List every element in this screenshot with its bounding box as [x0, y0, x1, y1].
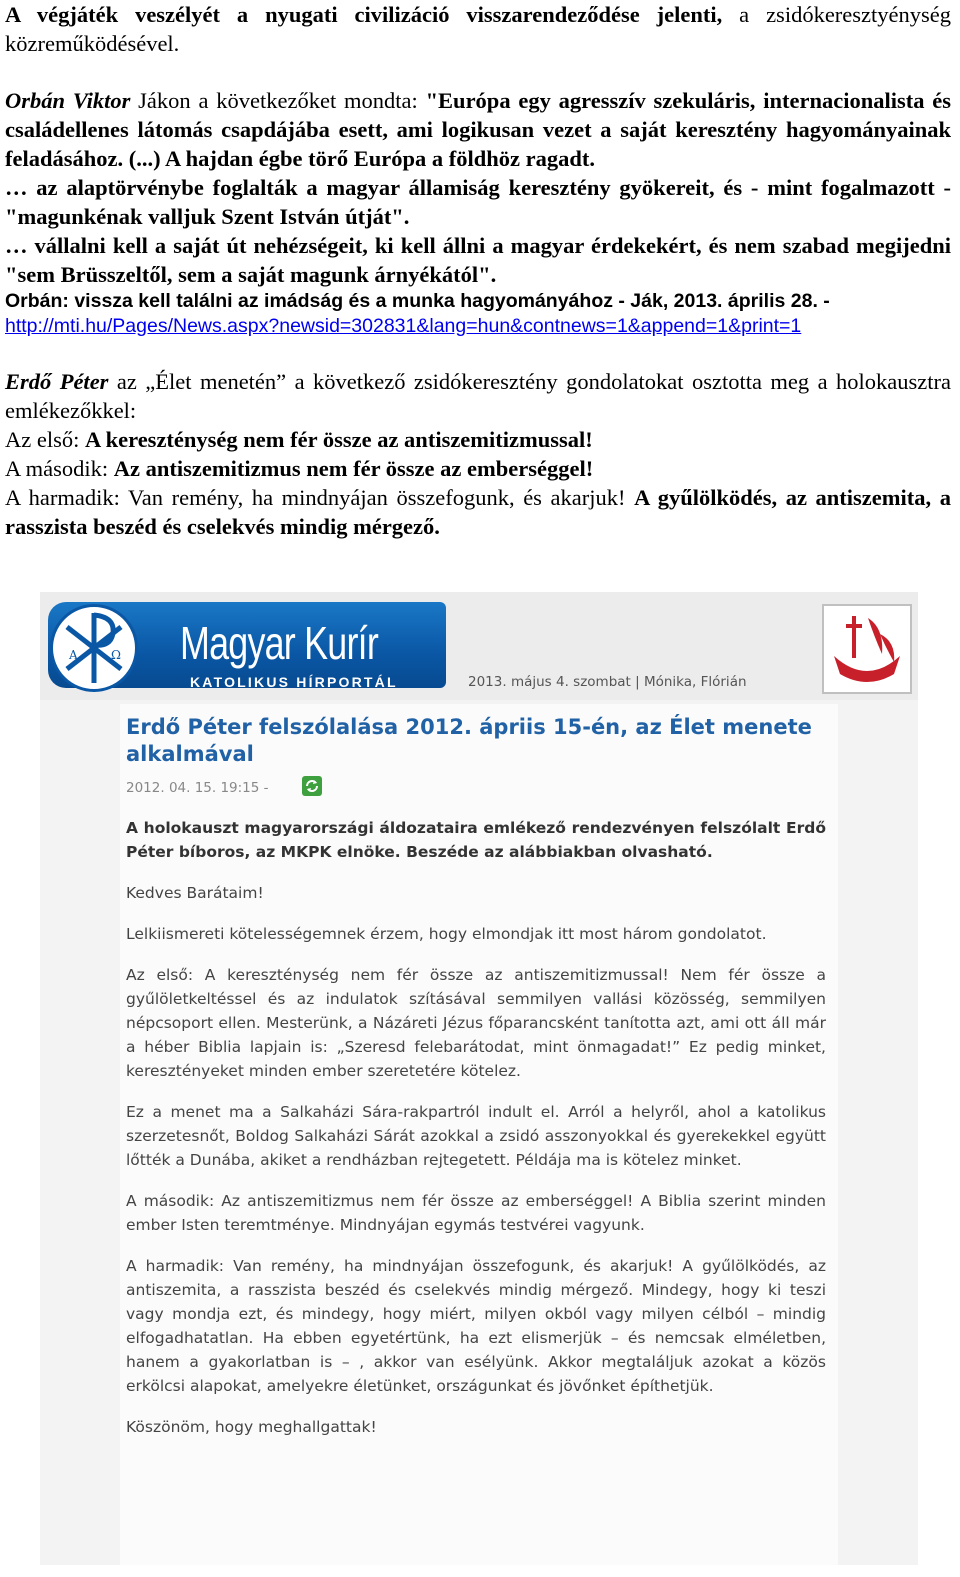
source-link[interactable]: http://mti.hu/Pages/News.aspx?newsid=302831&lang=hun&contnews=1&append=1&print=1 [5, 315, 802, 337]
orban-name: Orbán Viktor [5, 88, 131, 113]
orban-quote-2: … az alaptörvénybe foglalták a magyar államiság keresztény gyökereit, és - mint fogalmazott - "magunkénak valljuk Szent István útját". [5, 175, 951, 229]
article-paragraph: A második: Az antiszemitizmus nem fér össze az emberséggel! A Biblia szerint minden ember Isten teremtménye. Mindnyájan egymás testvérei vagyunk. [126, 1192, 826, 1234]
erdo-third-label: A harmadik: Van remény, ha mindnyájan összefogunk, és akarjuk! [5, 485, 635, 510]
erdo-first-label: Az első: [5, 427, 85, 452]
article [120, 704, 838, 1565]
intro-rest: a zsidókeresztyénység közreműködésével. [5, 2, 952, 56]
article-date: 2012. 04. 15. 19:15 - [126, 780, 269, 796]
erdo-second-text: Az antiszemitizmus nem fér össze az emberséggel! [113, 456, 594, 481]
svg-text:A: A [69, 648, 78, 662]
article-lead: A holokauszt magyarországi áldozataira emlékező rendezvényen felszólalt Erdő Péter bíboros, az MKPK elnöke. Beszéde az alábbiakban olvasható. [126, 819, 826, 861]
article-title[interactable]: Erdő Péter felszólalása 2012. ápriis 15-én, az Élet menete alkalmával [126, 715, 812, 766]
share-icon[interactable] [302, 776, 322, 796]
site-tagline: KATOLIKUS HÍRPORTÁL [190, 674, 398, 690]
orban-quote-1: "Európa egy agresszív szekuláris, internacionalista és családellenes látomás csapdájába esett, ami logikusan vezet a saját keresztény hagyományainak feladásához. (...) A hajdan égbe törő Európa a földhöz ragadt. [5, 88, 952, 171]
orban-quote-3: … vállalni kell a saját út nehézségeit, ki kell állni a magyar érdekekért, és nem szabad megijedni "sem Brüsszeltől, sem a saját magunk árnyékától". [5, 233, 951, 287]
intro-bold: A végjáték veszélyét a nyugati civilizáció visszarendeződése jelenti, [5, 2, 723, 27]
erdo-second [5, 454, 951, 483]
intro-paragraph [5, 0, 951, 58]
erdo-lead: az „Élet menetén” a következő zsidókeresztény gondolatokat osztotta meg a holokausztra emlékezőkkel: [5, 369, 951, 423]
article-paragraph: A harmadik: Van remény, ha mindnyájan összefogunk, és akarjuk! A gyűlölködés, az antiszemita, a rasszista beszéd és cselekvés mindig mérgező. Mindegy, hogy ki teszi vagy mondja ezt, és mindegy, hogy miért, milyen okból vagy milyen célból – mindig elfogadhatatlan. Ha ebben egyetértünk, ha ezt elismerjük – és nemcsak elméletben, hanem a gyakorlatban is – , akkor van esélyünk. Akkor megtaláljuk azokat a közös erkölcsi alapokat, amelyekre életünket, országunkat és jövőnket építhetjük. [126, 1257, 826, 1395]
source-title: Orbán: vissza kell találni az imádság és a munka hagyományához - Ják, 2013. április 28. - [5, 290, 830, 312]
article-paragraph: Lelkiismereti kötelességemnek érzem, hogy elmondjak itt most három gondolatot. [126, 925, 767, 943]
document-text [5, 0, 951, 541]
erdo-name: Erdő Péter [5, 369, 109, 394]
site-name: Magyar Kurír [180, 617, 379, 669]
erdo-first [5, 425, 951, 454]
erdo-paragraph [5, 367, 951, 425]
site-date: 2013. május 4. szombat | Mónika, Flórián [468, 674, 747, 690]
emblem-icon [822, 604, 912, 694]
erdo-third [5, 483, 951, 541]
svg-text:Ω: Ω [111, 648, 121, 662]
orban-paragraph [5, 86, 951, 173]
embedded-screenshot [40, 592, 918, 1565]
erdo-third-text: A gyűlölködés, az antiszemita, a rasszista beszéd és cselekvés mindig mérgező. [5, 485, 951, 539]
article-paragraph: Köszönöm, hogy meghallgattak! [126, 1418, 377, 1436]
article-paragraph: Ez a menet ma a Salkaházi Sára-rakpartról indult el. Arról a helyről, ahol a katolikus szerzetesnőt, Boldog Salkaházi Sárát azokkal a zsidó asszonyokkal és gyerekekkel együtt lőtték a Dunába, akiket a rendházban rejtegetett. Példája ma is kötelez minket. [126, 1103, 826, 1169]
chi-rho-icon [50, 604, 138, 692]
erdo-first-text: A kereszténység nem fér össze az antiszemitizmussal! [84, 427, 593, 452]
article-paragraph: Kedves Barátaim! [126, 884, 264, 902]
site-logo[interactable] [48, 602, 446, 688]
article-paragraph: Az első: A kereszténység nem fér össze az antiszemitizmussal! Nem fér össze a gyűlöletkeltéssel és az indulatok szításával semmilyen vallási közösség, semmilyen népcsoport ellen. Mesterünk, a Názáreti Jézus főparancsként tanította azt, ami ott áll már a héber Biblia lapjain is: „Szeresd felebarátodat, mint önmagadat!” Ez pedig minket, keresztényeket minden ember szeretetére kötelez. [126, 966, 826, 1080]
orban-lead: Jákon a következőket mondta: [130, 88, 426, 113]
site-header [40, 592, 918, 700]
article-body [126, 816, 826, 1456]
erdo-second-label: A második: [5, 456, 114, 481]
